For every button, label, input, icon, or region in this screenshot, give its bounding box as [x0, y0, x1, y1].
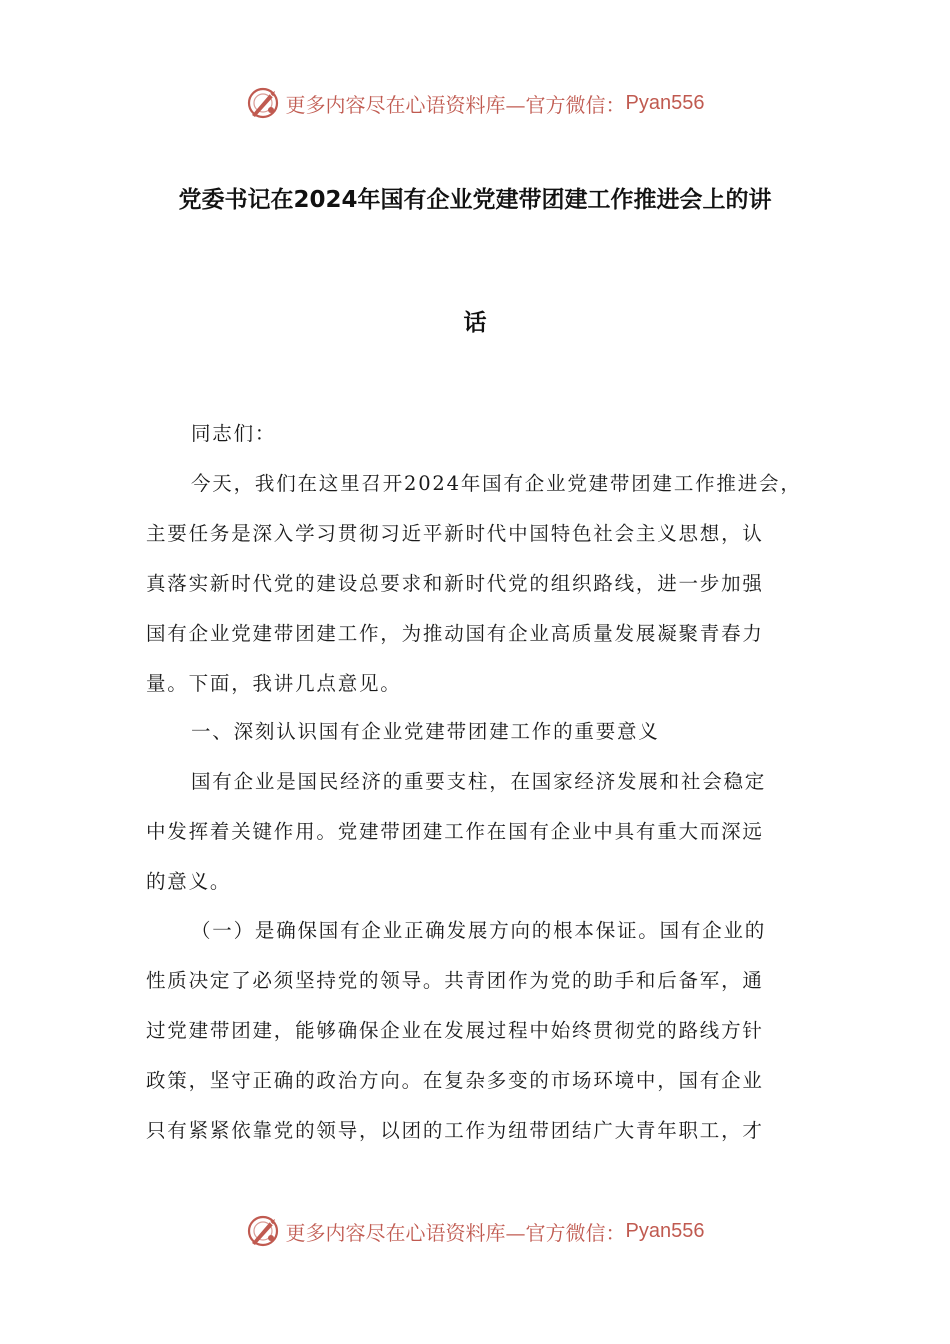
paragraph-line: 中发挥着关键作用。党建带团建工作在国有企业中具有重大而深远 [146, 820, 764, 843]
watermark-text: 更多内容尽在心语资料库—官方微信： [285, 1220, 626, 1245]
paragraph-line: 只有紧紧依靠党的领导，以团的工作为纽带团结广大青年职工，才 [146, 1119, 764, 1142]
paragraph-1 [146, 459, 806, 709]
salutation-text: 同志们： [191, 422, 277, 445]
paragraph-line: （一）是确保国有企业正确发展方向的根本保证。国有企业的 [191, 919, 767, 942]
document-title-line2: 话 [463, 310, 487, 336]
watermark-text: 更多内容尽在心语资料库—官方微信： [285, 92, 626, 117]
paragraph-line: 量。下面，我讲几点意见。 [146, 672, 402, 695]
watermark-wechat-id: Pyan556 [625, 91, 705, 114]
pen-logo-icon [246, 1213, 282, 1249]
section-heading-text: 一、深刻认识国有企业党建带团建工作的重要意义 [191, 720, 660, 743]
paragraph-line: 过党建带团建，能够确保企业在发展过程中始终贯彻党的路线方针 [146, 1019, 764, 1042]
paragraph-3 [146, 906, 806, 1156]
pen-logo-icon [246, 85, 282, 121]
paragraph-line: 政策，坚守正确的政治方向。在复杂多变的市场环境中，国有企业 [146, 1069, 764, 1092]
paragraph-line: 主要任务是深入学习贯彻习近平新时代中国特色社会主义思想，认 [146, 522, 764, 545]
paragraph-line: 今天，我们在这里召开2024年国有企业党建带团建工作推进会， [191, 472, 802, 495]
salutation [146, 409, 806, 459]
paragraph-2 [146, 757, 806, 907]
paragraph-line: 真落实新时代党的建设总要求和新时代党的组织路线，进一步加强 [146, 572, 764, 595]
watermark-banner-bottom [0, 1209, 950, 1253]
document-title-line1: 党委书记在2024年国有企业党建带团建工作推进会上的讲 [178, 187, 772, 213]
paragraph-line: 性质决定了必须坚持党的领导。共青团作为党的助手和后备军，通 [146, 969, 764, 992]
section-heading-1 [146, 707, 806, 757]
watermark-wechat-id: Pyan556 [625, 1219, 705, 1242]
paragraph-line: 的意义。 [146, 870, 232, 893]
paragraph-line: 国有企业党建带团建工作，为推动国有企业高质量发展凝聚青春力 [146, 622, 764, 645]
paragraph-line: 国有企业是国民经济的重要支柱，在国家经济发展和社会稳定 [191, 770, 767, 793]
watermark-banner-top [0, 81, 950, 125]
